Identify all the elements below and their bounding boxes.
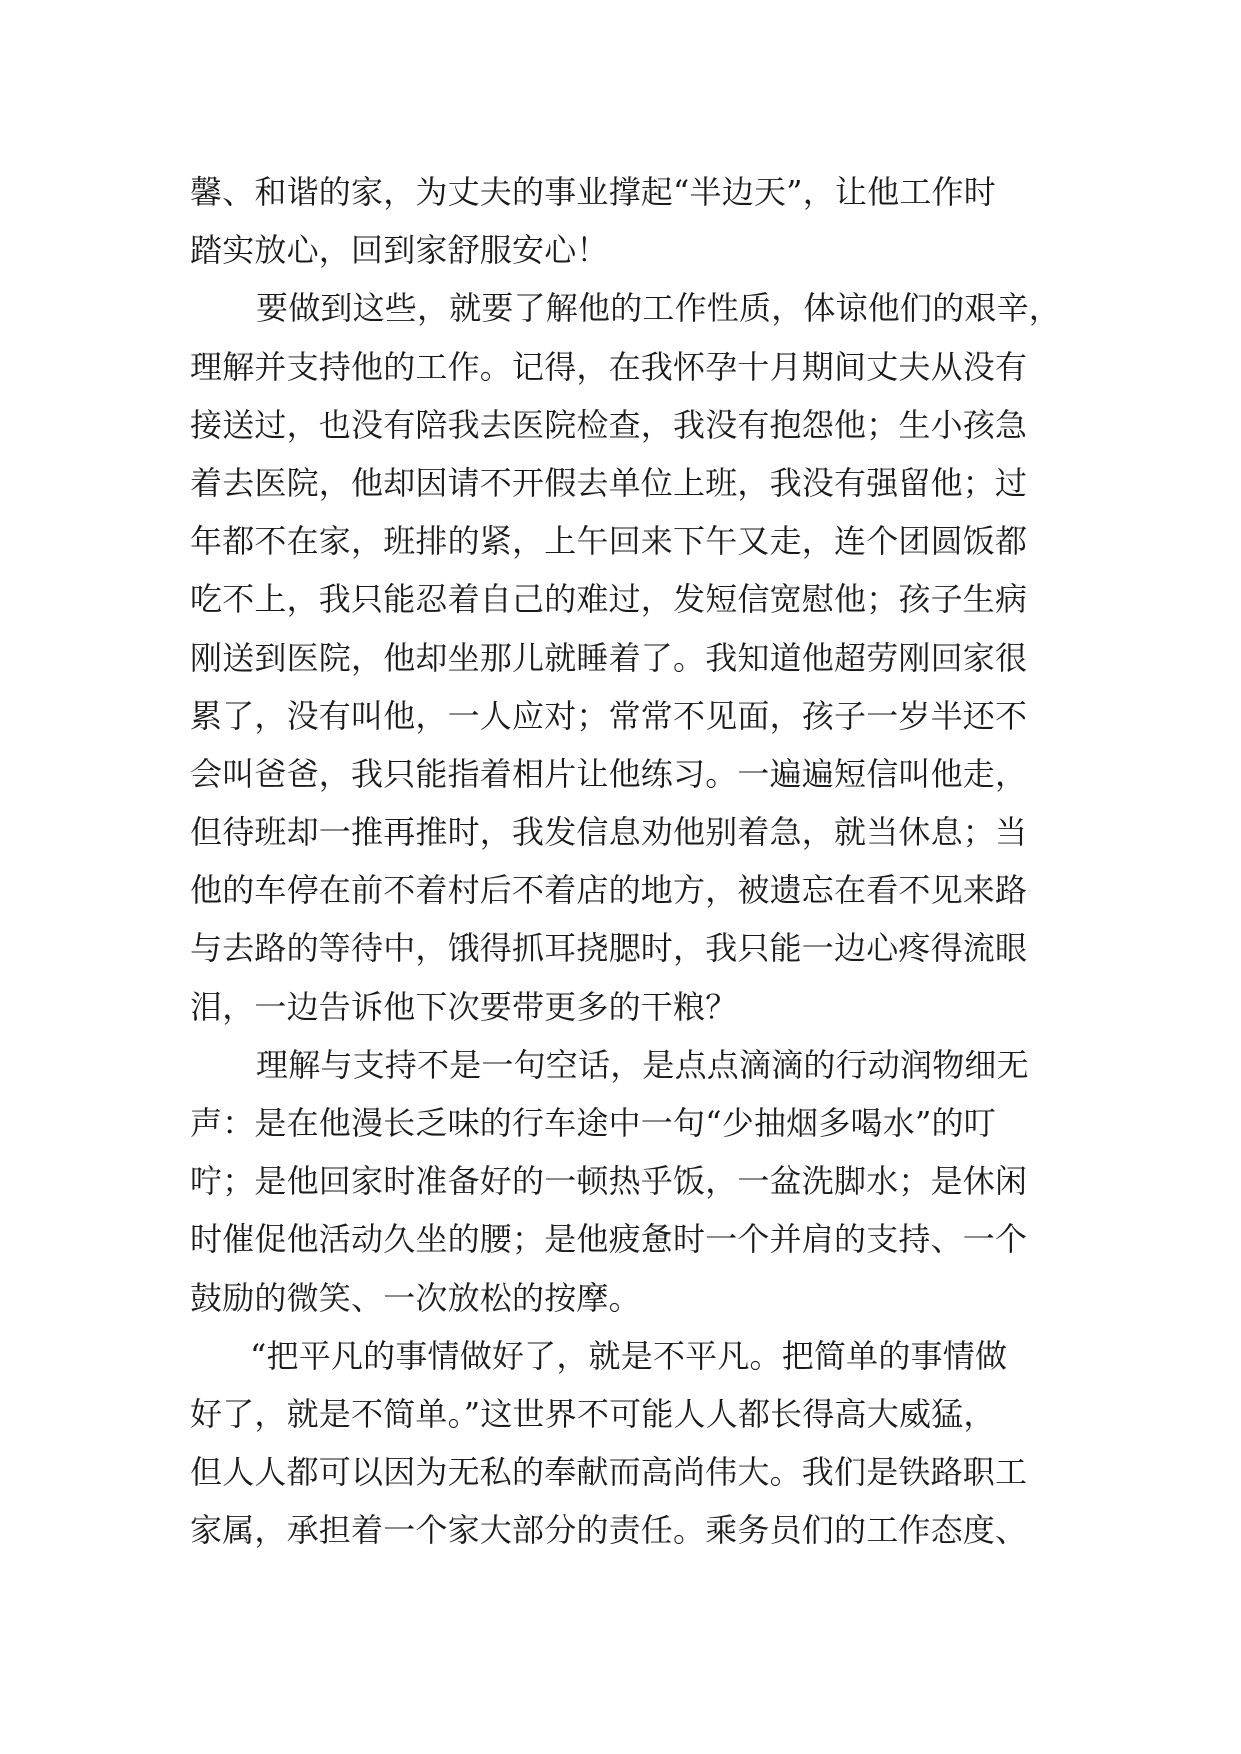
text-line: 他的车停在前不着村后不着店的地方，被遗忘在看不见来路 [190, 871, 1028, 910]
text-line: 着去医院，他却因请不开假去单位上班，我没有强留他；过 [190, 463, 1028, 502]
text-line: 会叫爸爸，我只能指着相片让他练习。一遍遍短信叫他走， [190, 754, 1028, 793]
text-line: 馨、和谐的家，为丈夫的事业撑起“半边天”，让他工作时 [190, 173, 996, 211]
text-line: 年都不在家，班排的紧，上午回来下午又走，连个团圆饭都 [190, 522, 1028, 561]
text-line: 理解并支持他的工作。记得，在我怀孕十月期间丈夫从没有 [190, 347, 1028, 386]
body-text [190, 163, 1060, 1560]
text-line: 咛；是他回家时准备好的一顿热乎饭，一盆洗脚水；是休闲 [190, 1162, 1028, 1201]
text-line: 接送过，也没有陪我去医院检查，我没有抱怨他；生小孩急 [190, 405, 1028, 444]
text-line: 泪，一边告诉他下次要带更多的干粮？ [190, 987, 738, 1026]
text-line: 但待班却一推再推时，我发信息劝他别着急，就当休息；当 [190, 813, 1028, 852]
text-line: 家属，承担着一个家大部分的责任。乘务员们的工作态度、 [190, 1511, 1028, 1550]
text-line: 吃不上，我只能忍着自己的难过，发短信宽慰他；孩子生病 [190, 580, 1028, 619]
text-line: 累了，没有叫他，一人应对；常常不见面，孩子一岁半还不 [190, 696, 1028, 735]
text-line: 但人人都可以因为无私的奉献而高尚伟大。我们是铁路职工 [190, 1453, 1028, 1492]
paragraph-start-line: 理解与支持不是一句空话，是点点滴滴的行动润物细无 [256, 1045, 1029, 1084]
text-line: 与去路的等待中，饿得抓耳挠腮时，我只能一边心疼得流眼 [190, 929, 1028, 968]
paragraph-start-line: “把平凡的事情做好了，就是不平凡。把简单的事情做 [250, 1336, 1008, 1375]
text-line: 好了，就是不简单。”这世界不可能人人都长得高大威猛， [190, 1394, 996, 1433]
paragraph-start-line: 要做到这些，就要了解他的工作性质，体谅他们的艰辛， [256, 289, 1062, 328]
text-line: 声：是在他漫长乏味的行车途中一句“少抽烟多喝水”的叮 [190, 1104, 996, 1142]
text-line: 鼓励的微笑、一次放松的按摩。 [190, 1278, 641, 1317]
text-line: 时催促他活动久坐的腰；是他疲惫时一个并肩的支持、一个 [190, 1220, 1028, 1259]
text-line: 踏实放心，回到家舒服安心！ [190, 231, 609, 270]
text-line: 刚送到医院，他却坐那儿就睡着了。我知道他超劳刚回家很 [190, 638, 1028, 677]
